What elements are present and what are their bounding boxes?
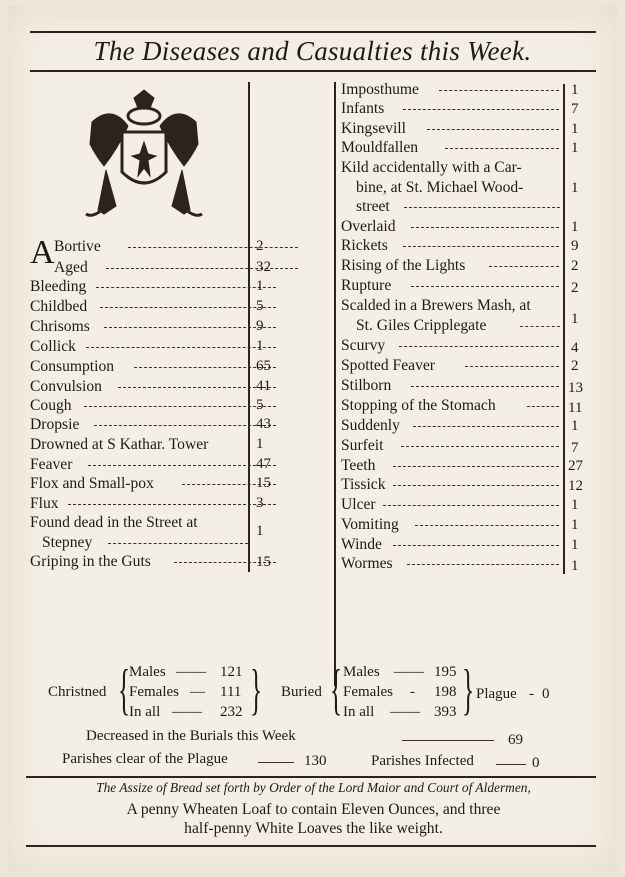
- decreased-label: Decreased in the Burials this Week: [86, 728, 296, 744]
- list-item: Convulsion: [30, 377, 102, 396]
- left-brace: {: [118, 659, 131, 721]
- list-item-value: 11: [568, 400, 583, 416]
- list-item: Consumption: [30, 357, 114, 376]
- list-item: Dropsie: [30, 415, 79, 434]
- assize-line-3: half-penny White Loaves the like weight.: [184, 820, 443, 837]
- list-item: Scalded in a Brewers Mash, at: [341, 297, 531, 314]
- list-item-value: 32: [256, 259, 271, 275]
- buried-females-value: 198: [434, 684, 457, 700]
- list-item: Cough: [30, 396, 72, 415]
- list-item-value: 1: [256, 278, 264, 294]
- christned-label: Christned: [48, 684, 107, 700]
- list-item: Stilborn: [341, 376, 391, 395]
- list-item-value: 9: [571, 238, 579, 254]
- assize-line-2: A penny Wheaten Loaf to contain Eleven Ounces, and three: [126, 801, 501, 818]
- list-item-value: 1: [256, 436, 264, 452]
- decreased-value: 69: [508, 732, 523, 748]
- list-item: Suddenly: [341, 416, 400, 435]
- list-item-value: 1: [256, 338, 264, 354]
- plague-value: 0: [542, 686, 550, 702]
- list-item: Kild accidentally with a Car-: [341, 159, 522, 176]
- right-brace: }: [250, 659, 263, 721]
- list-item-value: 1: [571, 311, 579, 327]
- buried-all-value: 393: [434, 704, 457, 720]
- list-item: Stepney: [42, 533, 92, 552]
- list-item-value: 65: [256, 358, 271, 374]
- christned-females-label: Females: [129, 684, 179, 700]
- list-item: Mouldfallen: [341, 138, 418, 157]
- parishes-clear-value: 130: [304, 753, 327, 769]
- list-item: Teeth: [341, 456, 375, 475]
- list-item: Tissick: [341, 475, 386, 494]
- list-item-value: 1: [571, 121, 579, 137]
- drop-cap: A: [30, 234, 55, 271]
- list-item-value: 2: [571, 358, 579, 374]
- list-item: Aged: [54, 258, 88, 277]
- list-item-value: 15: [256, 554, 271, 570]
- title-rule: [30, 70, 596, 72]
- list-item: Infants: [341, 99, 384, 118]
- list-item: Collick: [30, 337, 76, 356]
- list-item: Vomiting: [341, 515, 399, 534]
- list-item: Stopping of the Stomach: [341, 396, 496, 415]
- list-item: Rickets: [341, 236, 388, 255]
- list-item-value: 1: [571, 219, 579, 235]
- christned-all-value: 232: [220, 704, 243, 720]
- list-item-value: 2: [571, 258, 579, 274]
- list-item-value: 1: [571, 140, 579, 156]
- list-item: Drowned at S Kathar. Tower: [30, 436, 209, 453]
- buried-females-label: Females: [343, 684, 393, 700]
- list-item-value: 1: [571, 418, 579, 434]
- list-item-value: 1: [571, 82, 579, 98]
- list-item: Bleeding: [30, 277, 86, 296]
- plague-label: Plague: [476, 686, 517, 702]
- assize-top-rule: [26, 776, 596, 778]
- parishes-clear-label: Parishes clear of the Plague: [62, 751, 228, 767]
- list-item-value: 4: [571, 340, 579, 356]
- buried-label: Buried: [281, 684, 322, 700]
- list-item: Ulcer: [341, 495, 376, 514]
- buried-all-label: In all: [343, 704, 375, 720]
- buried-males-label: Males: [343, 664, 380, 680]
- list-item: Found dead in the Street at: [30, 514, 198, 531]
- list-item-value: 2: [256, 238, 264, 254]
- list-item-value: 7: [571, 101, 579, 117]
- list-item: Imposthume: [341, 80, 419, 99]
- list-item-value: 2: [571, 280, 579, 296]
- list-item: Chrisoms: [30, 317, 90, 336]
- list-item: Winde: [341, 535, 382, 554]
- list-item: Bortive: [54, 237, 101, 256]
- list-item-value: 1: [571, 497, 579, 513]
- list-item: Flox and Small-pox: [30, 474, 154, 493]
- list-item: Wormes: [341, 554, 393, 573]
- center-divider: [334, 82, 336, 686]
- list-item: Flux: [30, 494, 59, 513]
- parishes-infected-value: 0: [532, 755, 540, 771]
- right-brace: }: [462, 659, 475, 721]
- list-item-value: 7: [571, 440, 579, 456]
- list-item-value: 1: [571, 517, 579, 533]
- list-item-value: 5: [256, 298, 264, 314]
- buried-males-value: 195: [434, 664, 457, 680]
- list-item-value: 1: [571, 537, 579, 553]
- list-item-value: 13: [568, 380, 583, 396]
- list-item: Rupture: [341, 276, 391, 295]
- list-item-value: 5: [256, 397, 264, 413]
- list-item-value: 41: [256, 378, 271, 394]
- list-item: Griping in the Guts: [30, 552, 151, 571]
- list-item-value: 47: [256, 456, 271, 472]
- list-item-value: 43: [256, 416, 271, 432]
- list-item: Rising of the Lights: [341, 256, 465, 275]
- assize-heading: The Assize of Bread set forth by Order of the Lord Maior and Court of Aldermen,: [96, 780, 531, 795]
- parishes-infected-label: Parishes Infected: [371, 753, 474, 769]
- list-item: Spotted Feaver: [341, 356, 435, 375]
- list-item: Surfeit: [341, 436, 383, 455]
- list-item-value: 1: [571, 558, 579, 574]
- list-item-value: 1: [256, 523, 264, 539]
- list-item: street: [356, 197, 390, 216]
- list-item: Feaver: [30, 455, 72, 474]
- list-item-value: 1: [571, 180, 579, 196]
- list-item: bine, at St. Michael Wood-: [356, 179, 524, 196]
- christned-females-value: 111: [220, 684, 242, 700]
- list-item-value: 9: [256, 318, 264, 334]
- right-column-divider: [563, 84, 565, 574]
- list-item: Scurvy: [341, 336, 385, 355]
- list-item: St. Giles Cripplegate: [356, 316, 486, 335]
- list-item-value: 12: [568, 478, 583, 494]
- christned-males-value: 121: [220, 664, 243, 680]
- list-item: Kingsevill: [341, 119, 406, 138]
- top-rule: [30, 31, 596, 33]
- list-item-value: 15: [256, 475, 271, 491]
- list-item: Childbed: [30, 297, 87, 316]
- christned-males-label: Males: [129, 664, 166, 680]
- list-item-value: 3: [256, 495, 264, 511]
- page-title: The Diseases and Casualties this Week.: [93, 36, 532, 66]
- bottom-rule: [26, 845, 596, 847]
- list-item: Overlaid: [341, 217, 396, 236]
- christned-all-label: In all: [129, 704, 161, 720]
- left-brace: {: [330, 659, 343, 721]
- list-item-value: 27: [568, 458, 583, 474]
- coat-of-arms-icon: [82, 86, 206, 220]
